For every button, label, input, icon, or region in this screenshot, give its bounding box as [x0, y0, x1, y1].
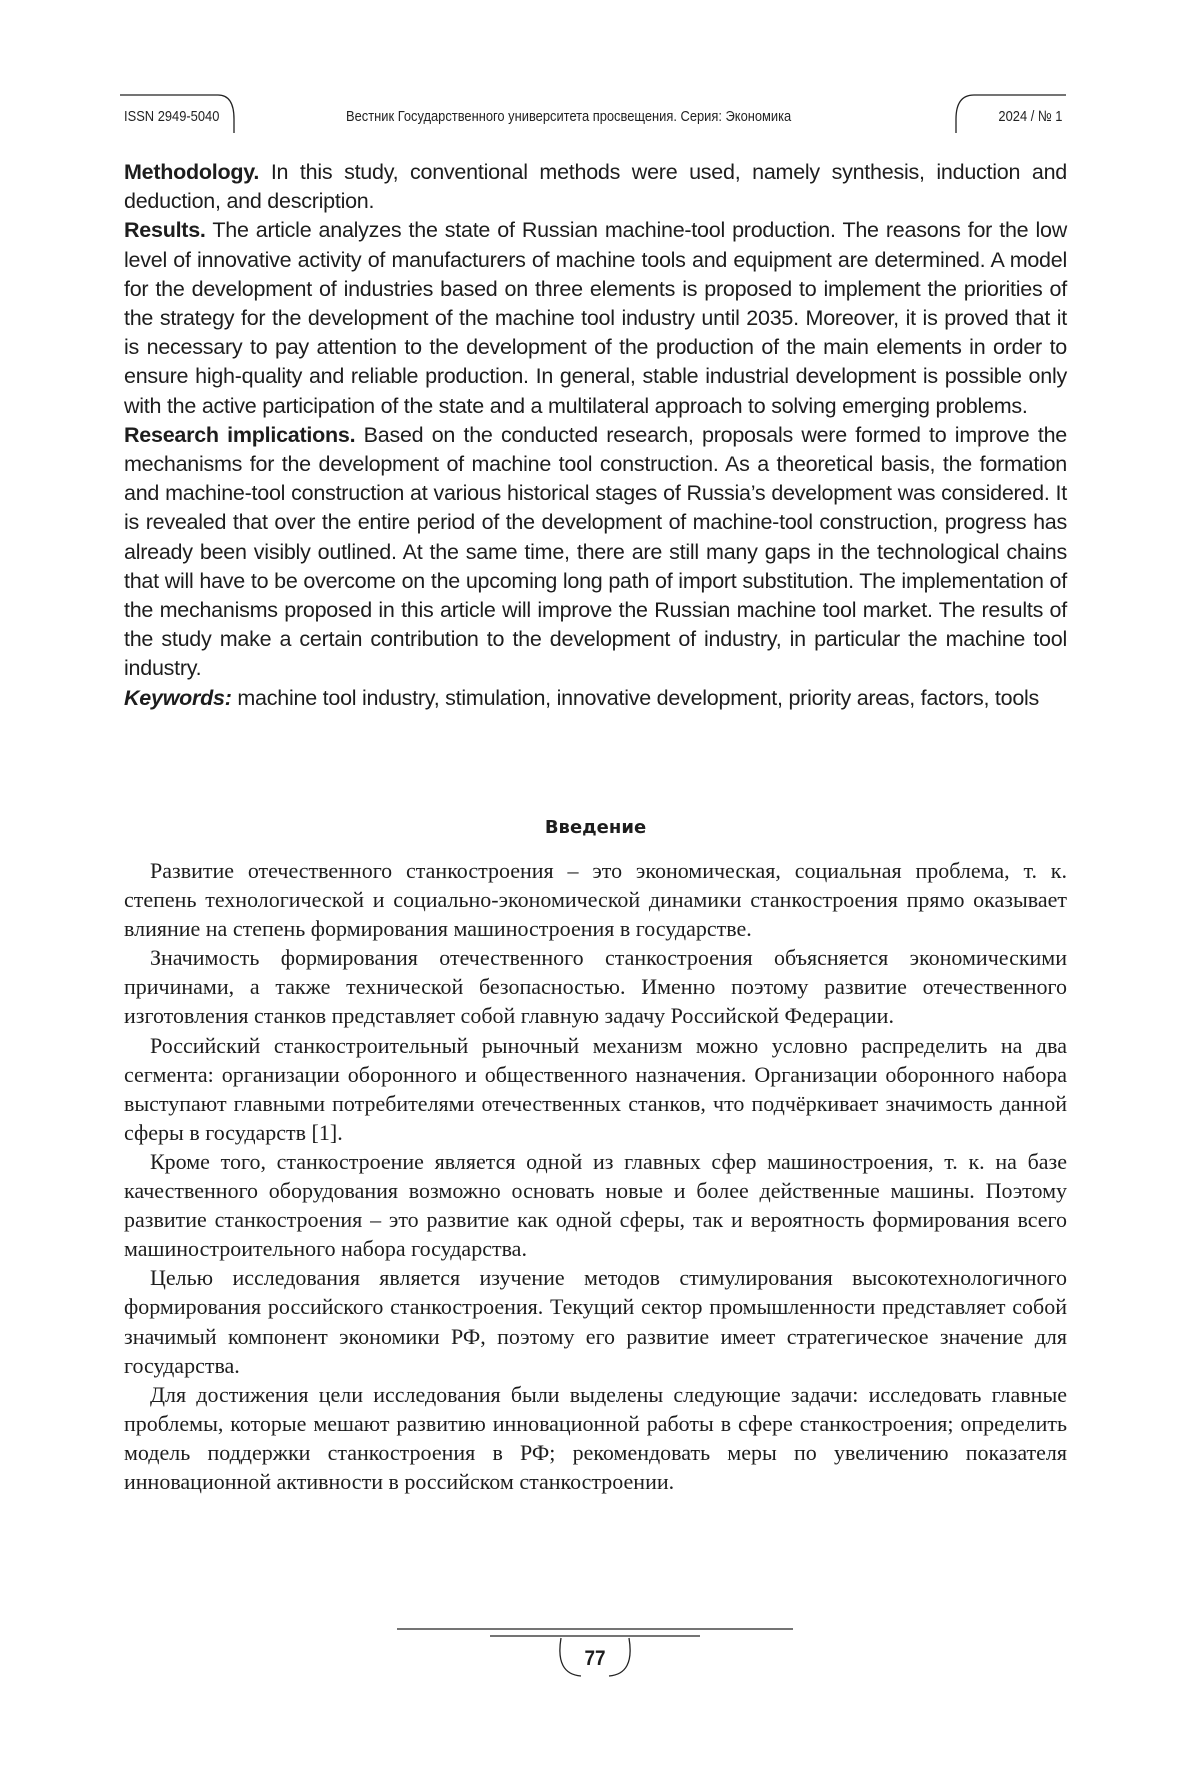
abstract [124, 158, 1067, 713]
header-issue: 2024 / № 1 [997, 108, 1062, 125]
body-paragraph: Для достижения цели исследования были выделены следующие задачи: исследовать главные проблемы, которые мешают развитию инновационной работы в сфере станкостроения; определить модель поддержки станкостроения в РФ; рекомендовать меры по увеличению показателя инновационной активности в российском станкостроении. [124, 1381, 1067, 1494]
abstract-methodology [124, 158, 1067, 216]
keywords-label: Keywords: [124, 685, 232, 710]
abstract-results [124, 216, 1067, 420]
page-footer [395, 1628, 795, 1688]
running-header [118, 93, 1068, 143]
header-issn: ISSN 2949-5040 [124, 108, 220, 125]
section-heading: Введение [544, 817, 647, 838]
methodology-text: In this study, conventional methods were used, namely synthesis, induction and deduction, and description. [124, 160, 1067, 214]
body-paragraph: Целью исследования является изучение методов стимулирования высокотехнологичного формирования российского станкостроения. Текущий сектор промышленности представляет собой значимый компонент экономики РФ, поэтому его развитие имеет стратегическое значение для государства. [124, 1265, 1067, 1378]
results-text: The article analyzes the state of Russian machine-tool production. The reasons for the low level of innovative activity of manufacturers of machine tools and equipment are determined. A model for the development of industries based on three elements is proposed to implement the priorities of the strategy for the development of the machine tool industry until 2035. Moreover, it is proved that it is necessary to pay attention to the development of the production of the main elements in order to ensure high-quality and reliable production. In general, stable industrial development is possible only with the active participation of the state and a multilateral approach to solving emerging problems. [124, 218, 1067, 418]
page-number: 77 [584, 1647, 606, 1670]
body-paragraph: Развитие отечественного станкостроения – это экономическая, социальная проблема, т. к. степень технологической и социально-экономической динамики станкостроения прямо оказывает влияние на степень формирования машиностроения в государстве. [124, 858, 1067, 942]
body-paragraph: Значимость формирования отечественного станкостроения объясняется экономическими причинами, а также технической безопасностью. Именно поэтому развитие отечественного изготовления станков представляет собой главную задачу Российской Федерации. [124, 945, 1067, 1029]
implications-label: Research implications. [124, 422, 356, 447]
section-body [124, 856, 1067, 1496]
keywords-text: machine tool industry, stimulation, innovative development, priority areas, factors, tools [231, 685, 1040, 710]
results-label: Results. [124, 218, 206, 243]
abstract-implications [124, 421, 1067, 684]
body-paragraph: Кроме того, станкостроение является одной из главных сфер машиностроения, т. к. на базе качественного оборудования возможно основать новые и более действенные машины. Поэтому развитие станкостроения – это развитие как одной сферы, так и вероятность формирования всего машиностроительного набора государства. [124, 1148, 1067, 1262]
methodology-label: Methodology. [124, 160, 260, 184]
body-paragraph: Российский станкостроительный рыночный механизм можно условно распределить на два сегмента: организации оборонного и общественного назначения. Организации оборонного набора выступают главными потребителями отечественных станков, что подчёркивает значимость данной сферы в государств [1]. [124, 1032, 1067, 1145]
abstract-keywords [124, 684, 1067, 713]
header-journal-title: Вестник Государственного университета просвещения. Серия: Экономика [346, 108, 792, 125]
implications-text: Based on the conducted research, proposals were formed to improve the mechanisms for the development of machine tool construction. As a theoretical basis, the formation and machine-tool construction at various historical stages of Russia’s development was considered. It is revealed that over the entire period of the development of machine-tool construction, progress has already been visibly outlined. At the same time, there are still many gaps in the technological chains that will have to be overcome on the upcoming long path of import substitution. The implementation of the mechanisms proposed in this article will improve the Russian machine tool market. The results of the study make a certain contribution to the development of industry, in particular the machine tool industry. [124, 422, 1067, 681]
